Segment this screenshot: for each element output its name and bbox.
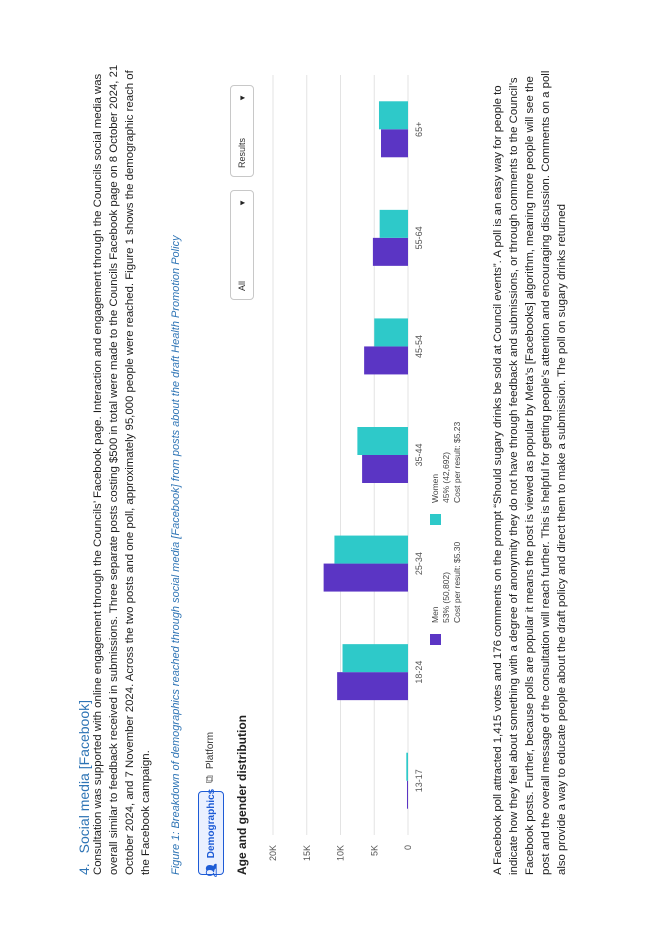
filter-dropdown-value: All bbox=[237, 280, 247, 291]
bar-men-18-24 bbox=[337, 672, 408, 700]
bar-women-25-34 bbox=[334, 536, 408, 564]
caret-down-icon: ▼ bbox=[237, 94, 247, 102]
bar-women-35-44 bbox=[357, 427, 408, 455]
y-tick-label: 15K bbox=[301, 845, 312, 862]
bar-women-13-17 bbox=[406, 753, 408, 781]
tab-platform-label: Platform bbox=[204, 731, 216, 770]
tab-demographics-label: Demographics bbox=[205, 788, 217, 859]
legend-women-detail: 45% (42,692) bbox=[441, 451, 451, 503]
bar-women-18-24 bbox=[343, 644, 408, 672]
poll-paragraph: A Facebook poll attracted 1,415 votes and 176 comments on the prompt “Should sugary drinks be sold at Council events”. A poll is an easy way for people to indicate how they feel about something with a degree of anonymity they do not have through feedback and submissions, or through comments to the Council’s Facebook posts. Further, because polls are popular it means the post is viewed as popular by Meta’s [Facebooks] algorithm, meaning more people will see the post and the overall message of the consultation will reach further. This is helpful for getting people’s attention and encouraging discussion. Comments on a poll also provide a way to educate people about the draft policy and direct them to make a submission. The poll on sugary drinks returned bbox=[492, 70, 568, 875]
legend-swatch-women bbox=[430, 514, 441, 525]
intro-paragraph: Consultation was supported with online engagement through the Councils’ Facebook page. Interaction and engagement through the Councils social media was overall similar to feedback received in submissions. Three separate posts costing $500 in total were made to the Councils Facebook page on 8 October 2024, 21 October 2024, and 7 November 2024. Across the two posts and one poll, approximately 95,000 people were reached. Figure 1 shows the demographic reach of the Facebook campaign. bbox=[92, 64, 152, 875]
y-tick-label: 0 bbox=[403, 845, 413, 851]
copy-icon: ⧉ bbox=[203, 775, 216, 783]
rotated-page bbox=[40, 40, 605, 885]
x-tick-label: 18-24 bbox=[414, 660, 424, 684]
x-tick-label: 35-44 bbox=[414, 443, 424, 467]
legend-women-cost: Cost per result: $5.23 bbox=[452, 421, 462, 503]
x-tick-label: 65+ bbox=[414, 121, 424, 137]
legend-men-label: Men bbox=[430, 606, 440, 623]
y-tick-label: 5K bbox=[369, 845, 380, 857]
metric-dropdown-value: Results bbox=[237, 137, 247, 168]
x-tick-label: 45-54 bbox=[414, 334, 424, 358]
legend-men-detail: 53% (50,802) bbox=[441, 571, 451, 623]
people-icon: 👥︎ bbox=[205, 863, 218, 878]
bar-women-65+ bbox=[379, 101, 408, 129]
bar-men-25-34 bbox=[324, 564, 408, 592]
x-tick-label: 13-17 bbox=[414, 769, 424, 793]
caret-down-icon: ▼ bbox=[237, 199, 247, 207]
bar-men-35-44 bbox=[362, 455, 408, 483]
legend-swatch-men bbox=[430, 634, 441, 645]
x-tick-label: 25-34 bbox=[414, 552, 424, 576]
bar-women-45-54 bbox=[374, 318, 408, 346]
legend-women-label: Women bbox=[430, 473, 440, 503]
bar-men-55-64 bbox=[373, 238, 408, 266]
chart-title: Age and gender distribution bbox=[235, 714, 249, 875]
y-tick-label: 20K bbox=[268, 845, 278, 862]
bar-men-45-54 bbox=[364, 346, 408, 374]
y-tick-label: 10K bbox=[335, 845, 346, 862]
x-tick-label: 55-64 bbox=[414, 226, 424, 250]
legend-men-cost: Cost per result: $5.30 bbox=[452, 541, 462, 623]
bar-men-13-17 bbox=[407, 781, 408, 809]
figure-caption: Figure 1: Breakdown of demographics reached through social media [Facebook] from posts about the draft Health Promotion Policy bbox=[170, 235, 182, 875]
demographics-chart bbox=[188, 63, 478, 878]
section-title: Social media [Facebook] bbox=[76, 700, 92, 854]
bar-men-65+ bbox=[381, 129, 408, 157]
bar-women-55-64 bbox=[380, 210, 408, 238]
section-number: 4. bbox=[76, 863, 92, 875]
